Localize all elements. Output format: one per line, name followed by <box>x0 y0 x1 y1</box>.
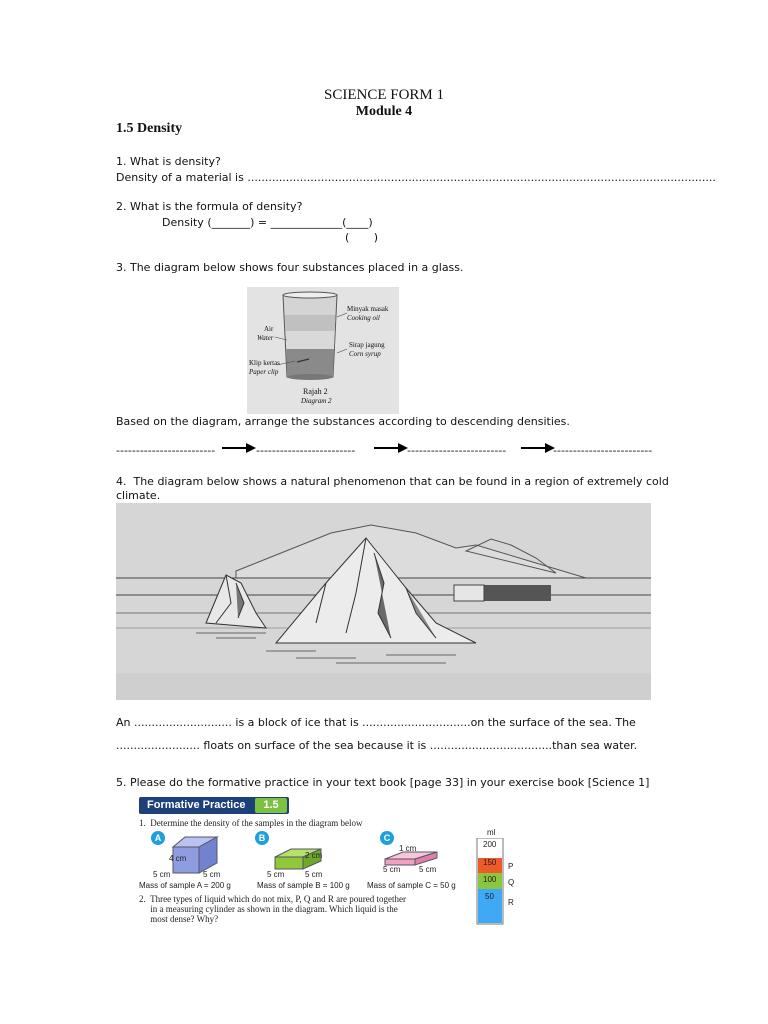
sample-b-depth: 5 cm <box>305 870 323 879</box>
tick-200: 200 <box>483 840 497 849</box>
section-heading: 1.5 Density <box>116 121 183 136</box>
density-formula-line: Density (_______) = _____________(____) <box>162 216 373 229</box>
sample-b-mass: Mass of sample B = 100 g <box>257 881 350 890</box>
question-1-answer-line: Density of a material is ...................................................................................................................................... <box>116 171 716 184</box>
answer-blank-1[interactable]: ------------------------- <box>116 444 216 457</box>
caption-en: Diagram 2 <box>301 397 332 405</box>
item-1: 1. Determine the density of the samples in the diagram below <box>139 818 363 828</box>
liquid-q-label: Q <box>508 878 515 887</box>
liquid-r-label: R <box>508 898 514 907</box>
label-paper-clip-en: Paper clip <box>249 368 279 376</box>
label-cooking-oil-en: Cooking oil <box>347 314 380 322</box>
sample-a-badge: A <box>151 831 165 845</box>
label-corn-syrup-en: Corn syrup <box>349 350 381 358</box>
sample-a-depth: 5 cm <box>203 870 221 879</box>
sample-c-badge: C <box>380 831 394 845</box>
question-4-fill-line-1: An ............................ is a block of ice that is ...............................on the surface of the sea. The <box>116 716 636 729</box>
density-unit-line: ( ) <box>345 231 379 244</box>
answer-blank-3[interactable]: ------------------------- <box>407 444 507 457</box>
iceberg-illustration <box>116 503 651 700</box>
sample-a-height: 4 cm <box>169 854 187 863</box>
formative-practice-banner <box>139 797 289 814</box>
question-3-instruction: Based on the diagram, arrange the substances according to descending densities. <box>116 415 570 428</box>
glass-diagram <box>247 287 399 414</box>
question-3: 3. The diagram below shows four substances placed in a glass. <box>116 261 464 274</box>
sample-c-height: 1 cm <box>399 844 417 853</box>
cylinder-unit: ml <box>487 828 496 837</box>
label-corn-syrup-ms: Sirap jagung <box>349 341 385 349</box>
item-2-line-1: 2. Three types of liquid which do not mix, P, Q and R are poured together <box>139 894 407 904</box>
item-2-line-3: most dense? Why? <box>139 914 219 924</box>
question-1: 1. What is density? <box>116 155 221 168</box>
measuring-cylinder <box>475 828 525 928</box>
banner-label: Formative Practice <box>147 799 246 811</box>
tick-100: 100 <box>483 875 497 884</box>
sample-a-width: 5 cm <box>153 870 171 879</box>
sample-c-depth: 5 cm <box>419 865 437 874</box>
arrow-icon <box>374 440 408 459</box>
answer-blank-2[interactable]: ------------------------- <box>256 444 356 457</box>
question-4-fill-line-2: ........................ floats on surface of the sea because it is ...................................than sea water. <box>116 739 638 752</box>
answer-blank-4[interactable]: ------------------------- <box>553 444 653 457</box>
caption-ms: Rajah 2 <box>303 387 328 396</box>
sample-a-mass: Mass of sample A = 200 g <box>139 881 231 890</box>
sample-c-mass: Mass of sample C = 50 g <box>367 881 456 890</box>
label-paper-clip-ms: Klip kertas <box>249 359 280 367</box>
sample-b-width: 5 cm <box>267 870 285 879</box>
tick-150: 150 <box>483 858 497 867</box>
sample-b-badge: B <box>255 831 269 845</box>
label-water-en: Water <box>257 334 274 342</box>
label-cooking-oil-ms: Minyak masak <box>347 305 389 313</box>
page-title: SCIENCE FORM 1 <box>323 87 445 103</box>
question-4-line-2: climate. <box>116 489 161 502</box>
sample-b-height: 2 cm <box>305 851 323 860</box>
arrow-icon <box>222 440 256 459</box>
banner-number: 1.5 <box>255 798 287 813</box>
label-water-ms: Air <box>264 325 274 333</box>
liquid-p-label: P <box>508 862 514 871</box>
question-4-line-1: 4. The diagram below shows a natural phenomenon that can be found in a region of extremely cold <box>116 475 669 488</box>
formative-practice-panel <box>139 797 462 927</box>
sample-c-width: 5 cm <box>383 865 401 874</box>
page-subtitle: Module 4 <box>355 104 413 119</box>
question-2: 2. What is the formula of density? <box>116 200 303 213</box>
arrow-icon <box>521 440 555 459</box>
item-2-line-2: in a measuring cylinder as shown in the diagram. Which liquid is the <box>139 904 398 914</box>
tick-50: 50 <box>485 892 494 901</box>
question-5: 5. Please do the formative practice in your text book [page 33] in your exercise book [Science 1] <box>116 776 650 789</box>
